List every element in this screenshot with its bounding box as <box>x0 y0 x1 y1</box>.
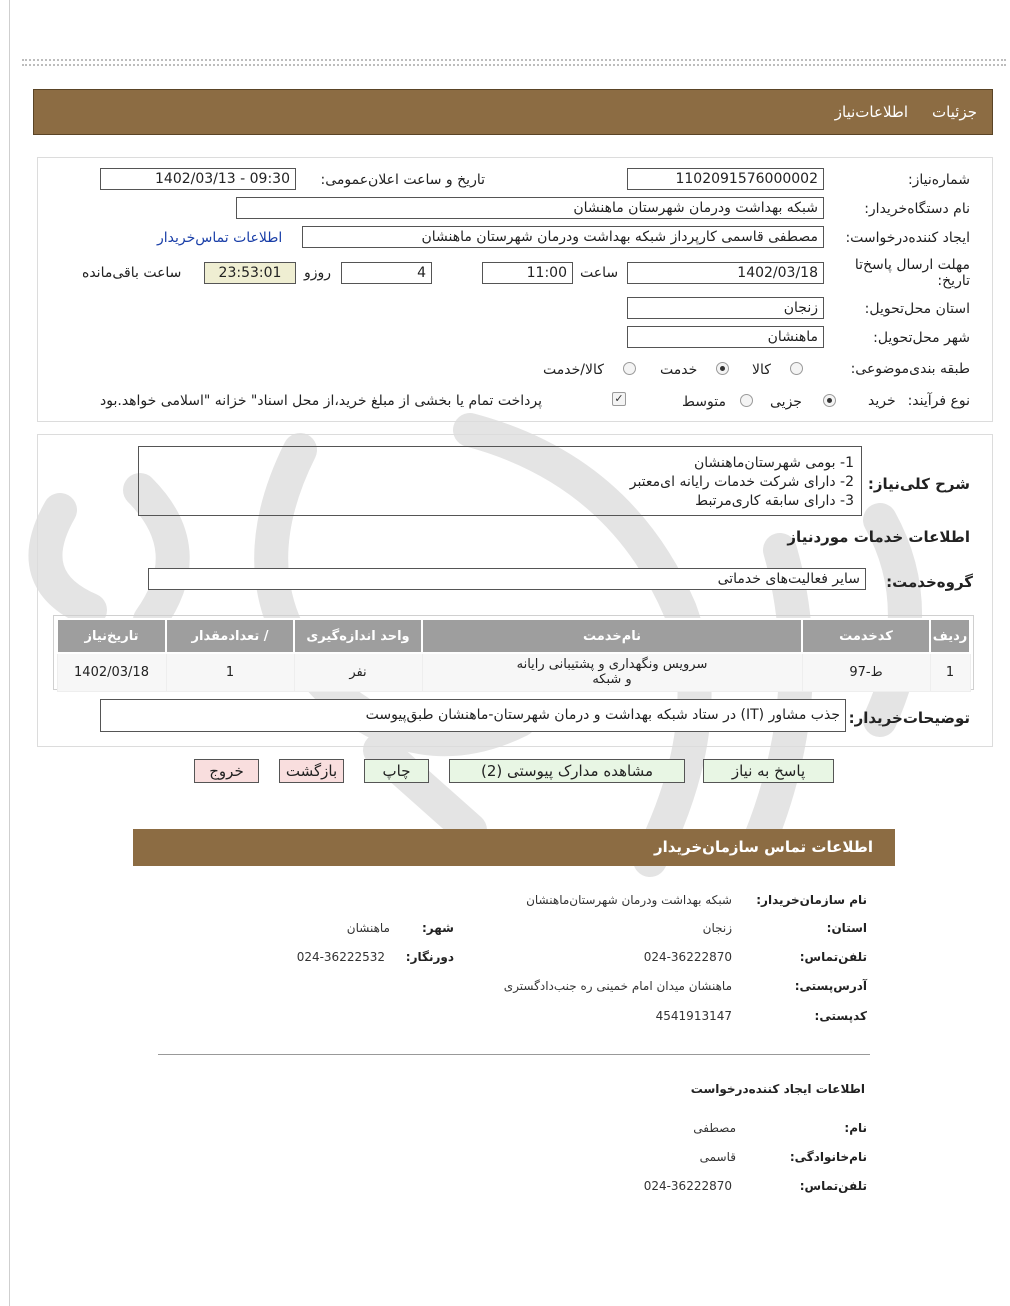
remaining-label: ساعت باقی‌مانده <box>82 265 182 281</box>
remaining-time-field: 23:53:01 <box>204 262 296 284</box>
contact-postal-value: 4541913147 <box>655 1009 732 1023</box>
contact-address-label: آدرس‌پستی: <box>794 979 867 993</box>
services-title: اطلاعات خدمات موردنیاز <box>787 528 970 546</box>
contact-address-value: ماهنشان میدان امام خمینی ره جنب‌دادگستری <box>503 979 732 993</box>
category-radio-both[interactable] <box>623 362 636 375</box>
respond-button[interactable]: پاسخ به نیاز <box>703 759 834 783</box>
category-radio-service[interactable] <box>716 362 729 375</box>
city-label: شهر محل‌تحویل: <box>873 330 970 346</box>
process-option-medium: متوسط <box>682 394 726 410</box>
time-label: ساعت <box>580 265 619 281</box>
creator-name-value: مصطفی <box>693 1121 736 1135</box>
creator-field: مصطفی قاسمی کارپرداز شبکه بهداشت ودرمان شهرستان ماهنشان <box>302 226 824 248</box>
creator-name-label: نام: <box>844 1121 867 1135</box>
col-row: ردیف <box>930 619 970 653</box>
print-button[interactable]: چاپ <box>364 759 429 783</box>
services-table-wrap <box>53 615 974 690</box>
process-label: نوع فرآیند: <box>907 393 970 409</box>
category-option-both: کالا/خدمت <box>543 362 604 378</box>
left-border-line <box>9 0 10 1306</box>
contact-fax-value: 024-36222532 <box>296 950 385 964</box>
creator-family-label: نام‌خانوادگی: <box>789 1150 867 1164</box>
category-label: طبقه بندی‌موضوعی: <box>850 361 970 377</box>
cell-code: ط-97 <box>802 653 930 691</box>
announce-date-field: 1402/03/13 - 09:30 <box>100 168 296 190</box>
need-number-field: 1102091576000002 <box>627 168 824 190</box>
contact-divider <box>158 1054 870 1055</box>
creator-info-title: اطلاعات ایجاد کننده‌درخواست <box>690 1082 865 1096</box>
province-field: زنجان <box>627 297 824 319</box>
category-option-service: خدمت <box>660 362 698 378</box>
attachments-button[interactable]: مشاهده مدارک پیوستی (2) <box>449 759 685 783</box>
process-option-small: جزیی <box>770 394 802 410</box>
description-label: شرح کلی‌نیاز: <box>867 475 970 493</box>
contact-title: اطلاعات تماس سازمان‌خریدار <box>653 838 873 856</box>
buyer-contact-link[interactable]: اطلاعات تماس‌خریدار <box>157 230 283 246</box>
buyer-notes-field: جذب مشاور (IT) در ستاد شبکه بهداشت و درمان شهرستان-ماهنشان طبق‌پیوست <box>100 699 846 732</box>
page-header-bar <box>33 89 993 135</box>
exit-button[interactable]: خروج <box>194 759 259 783</box>
service-group-label: گروه‌خدمت: <box>886 573 973 591</box>
contact-phone-label: تلفن‌تماس: <box>799 950 867 964</box>
tab-details[interactable]: جزئیات <box>932 103 977 121</box>
creator-phone-label: تلفن‌تماس: <box>799 1179 867 1193</box>
col-unit: واحد اندازه‌گیری <box>294 619 422 653</box>
province-label: استان محل‌تحویل: <box>864 301 970 317</box>
description-line: 2- دارای شرکت خدمات رایانه ای‌معتبر <box>629 474 854 490</box>
contact-phone-value: 024-36222870 <box>643 950 732 964</box>
days-label: روزو <box>304 265 332 281</box>
cell-unit: نفر <box>294 653 422 691</box>
description-line: 3- دارای سابقه کاری‌مرتبط <box>695 493 854 509</box>
col-name: نام‌خدمت <box>422 619 802 653</box>
deadline-label: مهلت ارسال پاسخ‌تا تاریخ: <box>854 257 970 289</box>
creator-family-value: قاسمی <box>699 1150 736 1164</box>
category-radio-goods[interactable] <box>790 362 803 375</box>
category-option-goods: کالا <box>752 362 771 378</box>
back-button[interactable]: بازگشت <box>279 759 344 783</box>
service-group-field: سایر فعالیت‌های خدماتی <box>148 568 866 590</box>
cell-date: 1402/03/18 <box>57 653 166 691</box>
contact-fax-label: دورنگار: <box>405 950 454 964</box>
contact-title-bar <box>133 829 895 866</box>
process-buy-label: خرید <box>868 393 896 409</box>
contact-city-label: شهر: <box>422 921 454 935</box>
description-line: 1- بومی شهرستان‌ماهنشان <box>694 455 854 471</box>
col-code: کدخدمت <box>802 619 930 653</box>
buyer-org-label: نام دستگاه‌خریدار: <box>864 201 970 217</box>
payment-checkbox[interactable]: ✓ <box>612 392 626 406</box>
contact-city-value: ماهنشان <box>346 921 390 935</box>
tab-need-info[interactable]: اطلاعات‌نیاز <box>834 103 908 121</box>
city-field: ماهنشان <box>627 326 824 348</box>
process-radio-small[interactable] <box>823 394 836 407</box>
table-row <box>57 653 970 691</box>
deadline-time-field: 11:00 <box>482 262 573 284</box>
contact-province-label: استان: <box>826 921 867 935</box>
buyer-org-field: شبکه بهداشت ودرمان شهرستان ماهنشان <box>236 197 824 219</box>
creator-label: ایجاد کننده‌درخواست: <box>845 230 970 246</box>
col-qty: / تعداد‌مقدار <box>166 619 294 653</box>
top-divider <box>22 59 1006 61</box>
services-table <box>56 618 971 692</box>
deadline-date-field: 1402/03/18 <box>627 262 824 284</box>
days-field: 4 <box>341 262 432 284</box>
creator-phone-value: 024-36222870 <box>643 1179 732 1193</box>
cell-row: 1 <box>930 653 970 691</box>
description-box <box>138 446 862 516</box>
col-date: تاریخ‌نیاز <box>57 619 166 653</box>
process-radio-medium[interactable] <box>740 394 753 407</box>
contact-province-value: زنجان <box>702 921 732 935</box>
buyer-notes-label: توضیحات‌خریدار: <box>848 709 970 727</box>
contact-postal-label: کد‌پستی: <box>814 1009 867 1023</box>
top-divider-2 <box>22 64 1006 66</box>
org-name-value: شبکه بهداشت ودرمان شهرستان‌ماهنشان <box>526 893 732 907</box>
payment-note: پرداخت تمام یا بخشی از مبلغ خرید،از محل اسناد" خزانه "اسلامی خواهد.بود <box>100 393 543 409</box>
announce-date-label: تاریخ و ساعت اعلان‌عمومی: <box>320 172 485 188</box>
cell-name: سرویس ونگهداری و پشتیبانی رایانه و شبکه <box>422 653 802 691</box>
need-number-label: شماره‌نیاز: <box>907 172 970 188</box>
cell-qty: 1 <box>166 653 294 691</box>
org-name-label: نام سازمان‌خریدار: <box>756 893 867 907</box>
